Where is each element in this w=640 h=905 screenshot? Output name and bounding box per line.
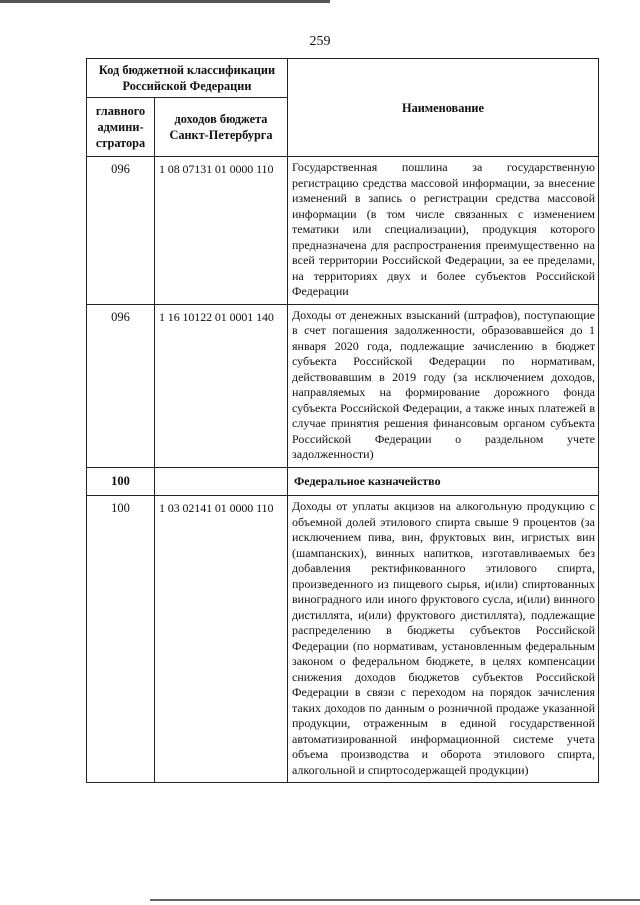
header-revenue: доходов бюджета Санкт-Петербурга (155, 98, 288, 157)
row-revenue-code: 1 03 02141 01 0000 110 (155, 496, 288, 783)
table-header-row-1 (87, 59, 599, 98)
section-revenue-code (155, 467, 288, 496)
row-revenue-code: 1 16 10122 01 0001 140 (155, 304, 288, 467)
budget-classification-table (86, 58, 599, 783)
table-row (87, 496, 599, 783)
row-name: Государственная пошлина за государственную регистрацию средства массовой информации, за внесение изменений в запись о регистрации средства массовой информации (в том числе связанных с изменением тематики или специализации), продукция которого предназначена для распространения преимущественно на всей территории Российской Федерации, за ее пределами, на территориях двух и более субъектов Российской Федерации (288, 157, 599, 305)
row-revenue-code: 1 08 07131 01 0000 110 (155, 157, 288, 305)
header-admin: главного админи-стратора (87, 98, 155, 157)
header-code-group: Код бюджетной классификации Российской Федерации (87, 59, 288, 98)
row-admin-code: 096 (87, 304, 155, 467)
section-title: Федеральное казначейство (288, 467, 599, 496)
table-row (87, 157, 599, 305)
section-row (87, 467, 599, 496)
scan-artifact-bottom (150, 899, 640, 901)
row-name: Доходы от уплаты акцизов на алкогольную продукцию с объемной долей этилового спирта свыше 9 процентов (за исключением пива, вин, фруктовых вин, игристых вин (шампанских), винных напитков, изготавливаемых без добавления ректификованного этилового спирта, произведенного из пищевого сырья, и(или) спиртованных виноградного или иного фруктового сусла, и(или) винного дистиллята, и(или) фруктового дистиллята), подлежащие распределению в бюджеты субъектов Российской Федерации (по нормативам, установленным федеральным законом о федеральном бюджете, в целях компенсации снижения доходов бюджетов субъектов Российской Федерации в связи с переходом на порядок зачисления таких доходов по данным о розничной продаже указанной продукции, отраженным в единой государственной автоматизированной информационной системе учета объема производства и оборота этилового спирта, алкогольной и спиртосодержащей продукции) (288, 496, 599, 783)
table-row (87, 304, 599, 467)
section-admin-code: 100 (87, 467, 155, 496)
row-name: Доходы от денежных взысканий (штрафов), поступающие в счет погашения задолженности, образовавшейся до 1 января 2020 года, подлежащие зачислению в бюджет субъекта Российской Федерации по нормативам, действовавшим в 2019 году (за исключением доходов, направляемых на формирование дорожного фонда субъекта Российской Федерации, а также иных платежей в случае принятия решения финансовым органом субъекта Российской Федерации о раздельном учете задолженности) (288, 304, 599, 467)
header-name: Наименование (288, 59, 599, 157)
page-number: 259 (309, 34, 331, 49)
row-admin-code: 100 (87, 496, 155, 783)
scan-artifact-top (0, 0, 330, 3)
row-admin-code: 096 (87, 157, 155, 305)
